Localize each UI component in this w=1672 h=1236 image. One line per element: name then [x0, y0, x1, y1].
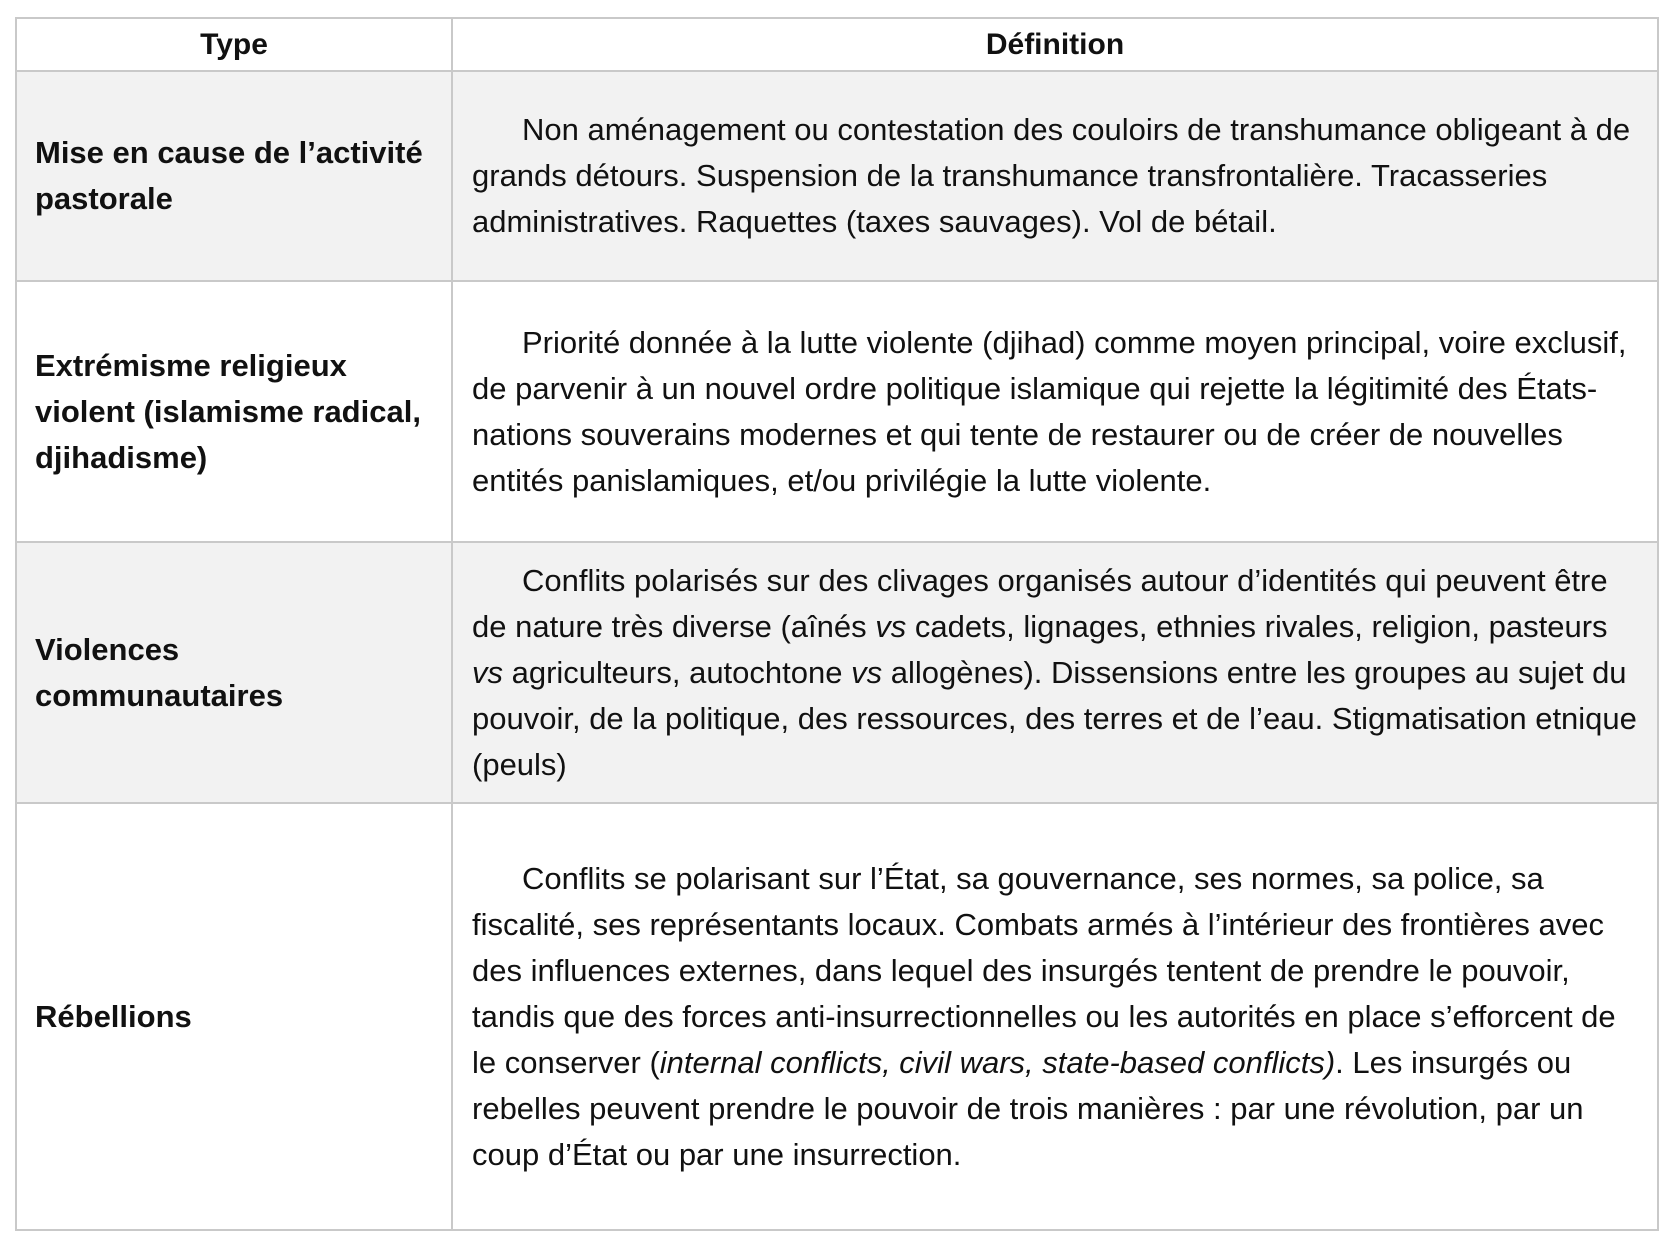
header-definition: Définition: [452, 18, 1658, 71]
definition-text: Priorité donnée à la lutte violente (djihad) comme moyen principal, voire exclusif, de parvenir à un nouvel ordre politique islamique qui rejette la légitimité des États-nations souverains modernes et qui tente de restaurer ou de créer de nouvelles entités panislamiques, et/ou privilégie la lutte violente.: [472, 324, 1627, 498]
definition-italic: internal conflicts, civil wars, state-based conflicts): [659, 1044, 1336, 1080]
row-type-cell: Violences communautaires: [16, 542, 452, 803]
row-definition-cell: [452, 281, 1658, 542]
row-definition-cell: [452, 71, 1658, 281]
definition-text: Conflits se polarisant sur l’État, sa gouvernance, ses normes, sa police, sa fiscalité, ses représentants locaux. Combats armés à l’intérieur des frontières avec des influences externes, dans lequel des insurgés tentent de prendre le pouvoir, tandis que des forces anti-insurrectionnelles ou les autorités en place s’efforcent de le conserver (: [472, 860, 1616, 1080]
definition-italic: vs: [851, 654, 883, 690]
definition-italic: vs: [875, 608, 907, 644]
row-definition-cell: [452, 803, 1658, 1230]
table-row: [16, 803, 1658, 1230]
definition-italic: vs: [472, 654, 503, 690]
row-type-cell: Mise en cause de l’activité pastorale: [16, 71, 452, 281]
definition-text: . Les insurgés ou rebelles peuvent prendre le pouvoir de trois manières : par une révolution, par un coup d’État ou par une insurrection.: [472, 1044, 1584, 1172]
definition-text: Conflits polarisés sur des clivages organisés autour d’identités qui peuvent être de nature très diverse (aînés: [472, 562, 1608, 644]
definition-text: agriculteurs, autochtone: [503, 654, 852, 690]
header-row: [16, 18, 1658, 71]
table-row: [16, 71, 1658, 281]
definition-text: cadets, lignages, ethnies rivales, religion, pasteurs: [906, 608, 1608, 644]
table-row: [16, 281, 1658, 542]
conflict-types-table: [15, 17, 1659, 1231]
definition-text: Non aménagement ou contestation des couloirs de transhumance obligeant à de grands détours. Suspension de la transhumance transfrontalière. Tracasseries administratives. Raquettes (taxes sauvages). Vol de bétail.: [472, 112, 1631, 239]
header-type: Type: [16, 18, 452, 71]
row-type-cell: Rébellions: [16, 803, 452, 1230]
row-type-cell: Extrémisme religieux violent (islamisme radical, djihadisme): [16, 281, 452, 542]
row-definition-cell: [452, 542, 1658, 803]
definition-text: allogènes). Dissensions entre les groupes au sujet du pouvoir, de la politique, des ressources, des terres et de l’eau. Stigmatisation etnique (peuls): [472, 654, 1637, 782]
table-row: [16, 542, 1658, 803]
